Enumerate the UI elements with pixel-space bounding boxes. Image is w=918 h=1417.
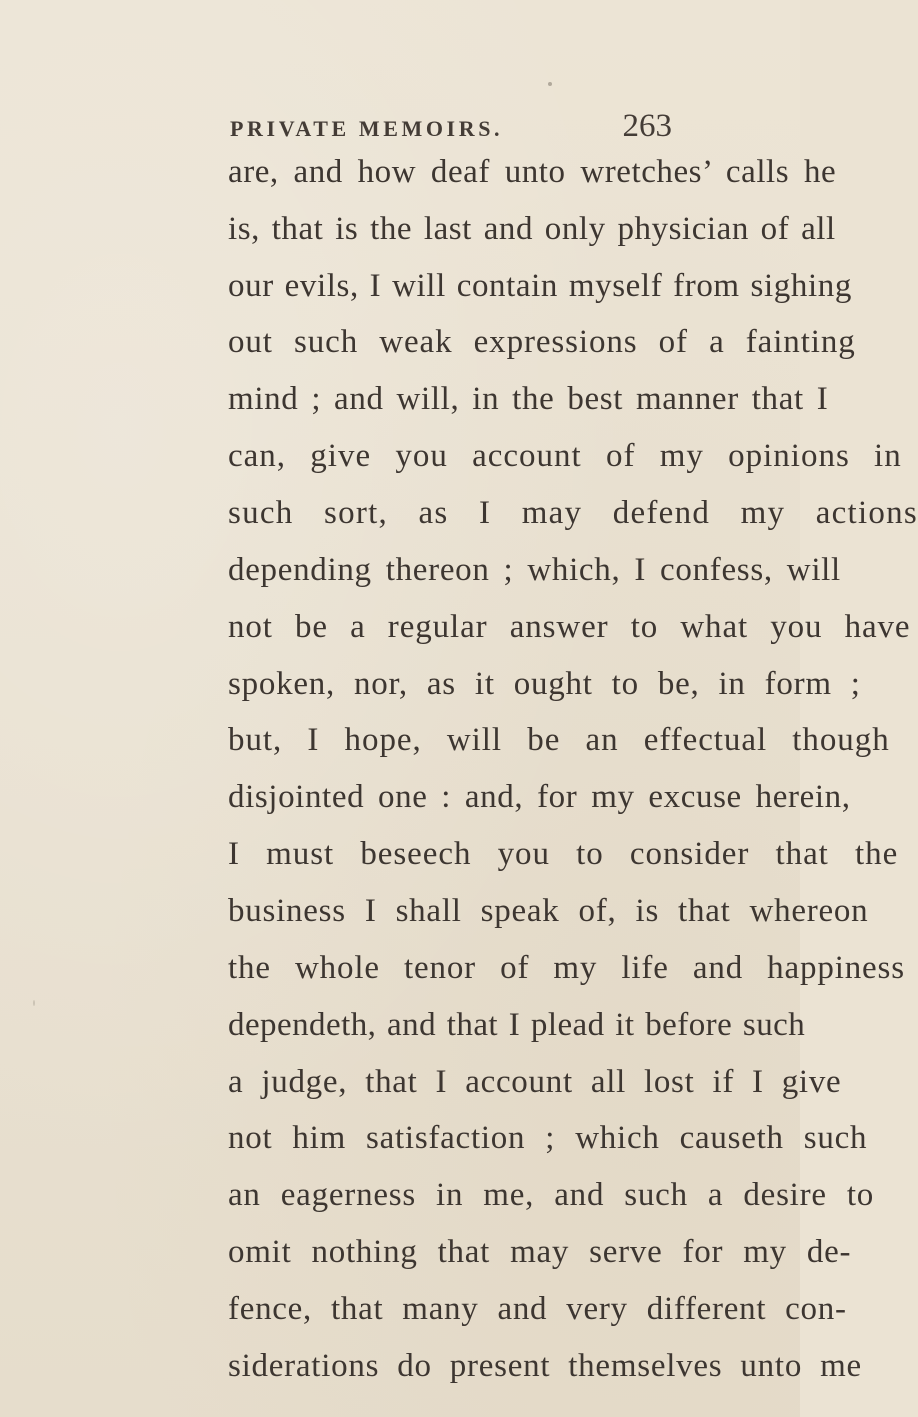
text-line [0, 830, 899, 878]
text-line-content: spoken, nor, as it ought to be, in form ; [228, 666, 861, 702]
text-line-content: are, and how deaf unto wretches’ calls he [228, 154, 837, 190]
page-number: 263 [622, 108, 672, 144]
text-line-content: an eagerness in me, and such a desire to [228, 1177, 875, 1213]
text-line-content: dependeth, and that I plead it before such [228, 1007, 806, 1043]
text-line [0, 1285, 847, 1333]
text-line [0, 1058, 842, 1106]
text-line-content: business I shall speak of, is that whereon [228, 893, 869, 929]
text-line [0, 1171, 875, 1219]
text-line [0, 887, 869, 935]
text-line [0, 205, 836, 253]
text-line-content: can, give you account of my opinions in [228, 438, 902, 474]
text-line [0, 318, 856, 366]
text-line [0, 375, 829, 423]
running-head-title: PRIVATE MEMOIRS. [230, 116, 504, 141]
text-line [0, 944, 905, 992]
text-line [0, 1001, 806, 1049]
text-line-content: siderations do present themselves unto me [228, 1348, 862, 1384]
text-line [0, 262, 852, 310]
text-line-content: mind ; and will, in the best manner that I [228, 381, 829, 417]
text-line [0, 1228, 852, 1276]
text-line [0, 1342, 862, 1390]
text-line [0, 489, 918, 537]
text-line [0, 660, 861, 708]
text-line-content: is, that is the last and only physician of all [228, 211, 836, 247]
text-line-content: the whole tenor of my life and happiness [228, 950, 905, 986]
text-line-content: not him satisfaction ; which causeth such [228, 1120, 868, 1156]
text-line [0, 148, 837, 196]
text-line-content: not be a regular answer to what you have [228, 609, 911, 645]
paper-blemish [548, 82, 552, 86]
text-line-content: such sort, as I may defend my actions [228, 495, 918, 531]
text-line-content: I must beseech you to consider that the [228, 836, 899, 872]
paper-blemish [33, 1000, 35, 1006]
text-line-content: a judge, that I account all lost if I give [228, 1064, 842, 1100]
text-line-content: disjointed one : and, for my excuse herein, [228, 779, 851, 815]
text-line-content: our evils, I will contain myself from sighing [228, 268, 852, 304]
text-line [0, 546, 841, 594]
text-line [0, 1114, 868, 1162]
text-line [0, 773, 851, 821]
text-line-content: omit nothing that may serve for my de- [228, 1234, 852, 1270]
text-line-content: fence, that many and very different con- [228, 1291, 847, 1327]
text-line [0, 432, 902, 480]
text-line-content: but, I hope, will be an effectual though [228, 722, 890, 758]
text-line-content: depending thereon ; which, I confess, will [228, 552, 841, 588]
text-line [0, 603, 911, 651]
text-line [0, 716, 890, 764]
text-line-content: out such weak expressions of a fainting [228, 324, 856, 360]
